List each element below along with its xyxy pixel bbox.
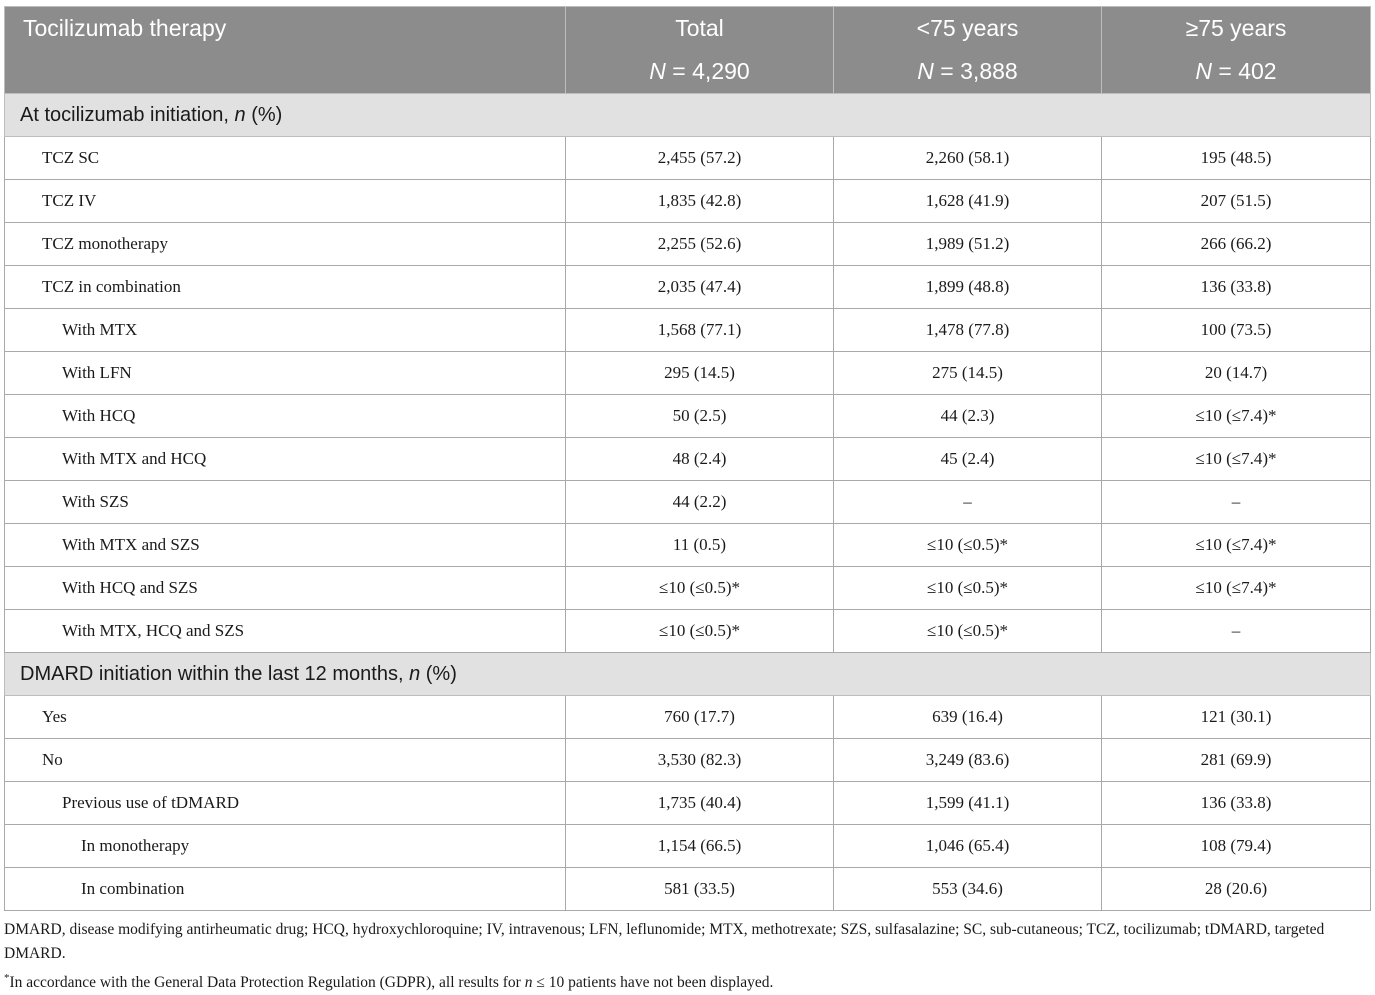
tocilizumab-therapy-table: [4, 6, 1371, 911]
cell-75plus: 266 (66.2): [1102, 223, 1371, 266]
cell-under75: ≤10 (≤0.5)*: [834, 567, 1102, 610]
footnote-marker: *: [4, 972, 10, 984]
table-row: [5, 137, 1371, 180]
header-col-total: Total: [566, 7, 834, 50]
n-symbol: N: [1195, 57, 1213, 84]
cell-75plus: 195 (48.5): [1102, 137, 1371, 180]
row-label: With MTX and HCQ: [5, 438, 566, 481]
cell-total: 11 (0.5): [566, 524, 834, 567]
table-header: [5, 7, 1371, 94]
section-pct: (%): [420, 662, 457, 685]
row-label: With HCQ: [5, 395, 566, 438]
row-label: TCZ monotherapy: [5, 223, 566, 266]
table-row: [5, 868, 1371, 911]
cell-75plus: 20 (14.7): [1102, 352, 1371, 395]
cell-75plus: 108 (79.4): [1102, 825, 1371, 868]
section-pct: (%): [245, 103, 283, 126]
abbreviations-footnote: DMARD, disease modifying antirheumatic drug; HCQ, hydroxychloroquine; IV, intravenous; LFN, leflunomide; MTX, methotrexate; SZS, sulfasalazine; SC, sub-cutaneous; TCZ, tocilizumab; tDMARD, targeted DMARD.: [4, 921, 1325, 962]
header-col-75plus: ≥75 years: [1102, 7, 1371, 50]
cell-75plus: 207 (51.5): [1102, 180, 1371, 223]
section-row-initiation: [5, 94, 1371, 137]
section-text: DMARD initiation within the last 12 months,: [20, 662, 410, 685]
cell-total: 1,154 (66.5): [566, 825, 834, 868]
table-row: [5, 266, 1371, 309]
cell-75plus: 136 (33.8): [1102, 266, 1371, 309]
cell-total: 760 (17.7): [566, 696, 834, 739]
section-row-dmard: [5, 653, 1371, 696]
cell-under75: 44 (2.3): [834, 395, 1102, 438]
cell-under75: 1,046 (65.4): [834, 825, 1102, 868]
gdpr-text-post: ≤ 10 patients have not been displayed.: [532, 974, 774, 992]
cell-under75: 275 (14.5): [834, 352, 1102, 395]
table-row: [5, 481, 1371, 524]
cell-75plus: ≤10 (≤7.4)*: [1102, 524, 1371, 567]
row-label: With SZS: [5, 481, 566, 524]
row-label: With MTX: [5, 309, 566, 352]
n-value: = 3,888: [933, 57, 1018, 84]
section-label: [5, 94, 1371, 137]
cell-under75: 1,989 (51.2): [834, 223, 1102, 266]
section-n: n: [409, 662, 421, 685]
cell-total: 581 (33.5): [566, 868, 834, 911]
cell-total: 295 (14.5): [566, 352, 834, 395]
table-row: [5, 782, 1371, 825]
header-n-under75: [834, 49, 1102, 94]
cell-under75: 1,599 (41.1): [834, 782, 1102, 825]
row-label: TCZ in combination: [5, 266, 566, 309]
data-table-container: [4, 6, 1370, 911]
cell-under75: 45 (2.4): [834, 438, 1102, 481]
section-n: n: [234, 103, 246, 126]
cell-under75: 639 (16.4): [834, 696, 1102, 739]
row-label: With MTX and SZS: [5, 524, 566, 567]
cell-under75: ≤10 (≤0.5)*: [834, 524, 1102, 567]
cell-total: ≤10 (≤0.5)*: [566, 610, 834, 653]
row-label: With LFN: [5, 352, 566, 395]
row-label: Yes: [5, 696, 566, 739]
table-row: [5, 696, 1371, 739]
cell-total: ≤10 (≤0.5)*: [566, 567, 834, 610]
header-blank: [5, 49, 566, 94]
cell-total: 1,835 (42.8): [566, 180, 834, 223]
n-symbol: N: [917, 57, 934, 84]
row-label: TCZ SC: [5, 137, 566, 180]
row-label: With MTX, HCQ and SZS: [5, 610, 566, 653]
cell-total: 44 (2.2): [566, 481, 834, 524]
cell-under75: 1,628 (41.9): [834, 180, 1102, 223]
table-row: [5, 567, 1371, 610]
cell-75plus: ≤10 (≤7.4)*: [1102, 395, 1371, 438]
cell-75plus: 281 (69.9): [1102, 739, 1371, 782]
n-value: = 402: [1212, 57, 1277, 84]
table-row: [5, 610, 1371, 653]
cell-total: 2,455 (57.2): [566, 137, 834, 180]
cell-under75: 1,478 (77.8): [834, 309, 1102, 352]
table-row: [5, 524, 1371, 567]
cell-under75: 553 (34.6): [834, 868, 1102, 911]
cell-75plus: ≤10 (≤7.4)*: [1102, 438, 1371, 481]
row-label: Previous use of tDMARD: [5, 782, 566, 825]
cell-total: 2,035 (47.4): [566, 266, 834, 309]
row-label: TCZ IV: [5, 180, 566, 223]
cell-total: 3,530 (82.3): [566, 739, 834, 782]
row-label: In monotherapy: [5, 825, 566, 868]
cell-under75: 2,260 (58.1): [834, 137, 1102, 180]
table-row: [5, 180, 1371, 223]
header-n-total: [566, 49, 834, 94]
table-row: [5, 739, 1371, 782]
header-col-therapy: Tocilizumab therapy: [5, 7, 566, 50]
cell-under75: –: [834, 481, 1102, 524]
table-footnotes: [4, 918, 1370, 995]
section-text: At tocilizumab initiation,: [20, 103, 235, 126]
gdpr-n: n: [524, 974, 533, 992]
header-n-75plus: [1102, 49, 1371, 94]
row-label: In combination: [5, 868, 566, 911]
table-row: [5, 438, 1371, 481]
cell-75plus: ≤10 (≤7.4)*: [1102, 567, 1371, 610]
cell-total: 2,255 (52.6): [566, 223, 834, 266]
row-label: With HCQ and SZS: [5, 567, 566, 610]
cell-75plus: 28 (20.6): [1102, 868, 1371, 911]
table-row: [5, 309, 1371, 352]
cell-75plus: 136 (33.8): [1102, 782, 1371, 825]
cell-75plus: 121 (30.1): [1102, 696, 1371, 739]
cell-total: 48 (2.4): [566, 438, 834, 481]
row-label: No: [5, 739, 566, 782]
gdpr-text-pre: In accordance with the General Data Protection Regulation (GDPR), all results for: [9, 974, 525, 992]
cell-under75: ≤10 (≤0.5)*: [834, 610, 1102, 653]
cell-75plus: –: [1102, 610, 1371, 653]
cell-under75: 3,249 (83.6): [834, 739, 1102, 782]
header-col-under75: <75 years: [834, 7, 1102, 50]
table-body: [5, 94, 1371, 911]
cell-under75: 1,899 (48.8): [834, 266, 1102, 309]
section-label: [5, 653, 1371, 696]
cell-75plus: –: [1102, 481, 1371, 524]
table-row: [5, 395, 1371, 438]
table-row: [5, 223, 1371, 266]
n-symbol: N: [649, 57, 666, 84]
gdpr-footnote: [4, 966, 1370, 995]
cell-total: 1,568 (77.1): [566, 309, 834, 352]
cell-75plus: 100 (73.5): [1102, 309, 1371, 352]
table-row: [5, 825, 1371, 868]
cell-total: 50 (2.5): [566, 395, 834, 438]
cell-total: 1,735 (40.4): [566, 782, 834, 825]
n-value: = 4,290: [665, 57, 750, 84]
table-row: [5, 352, 1371, 395]
